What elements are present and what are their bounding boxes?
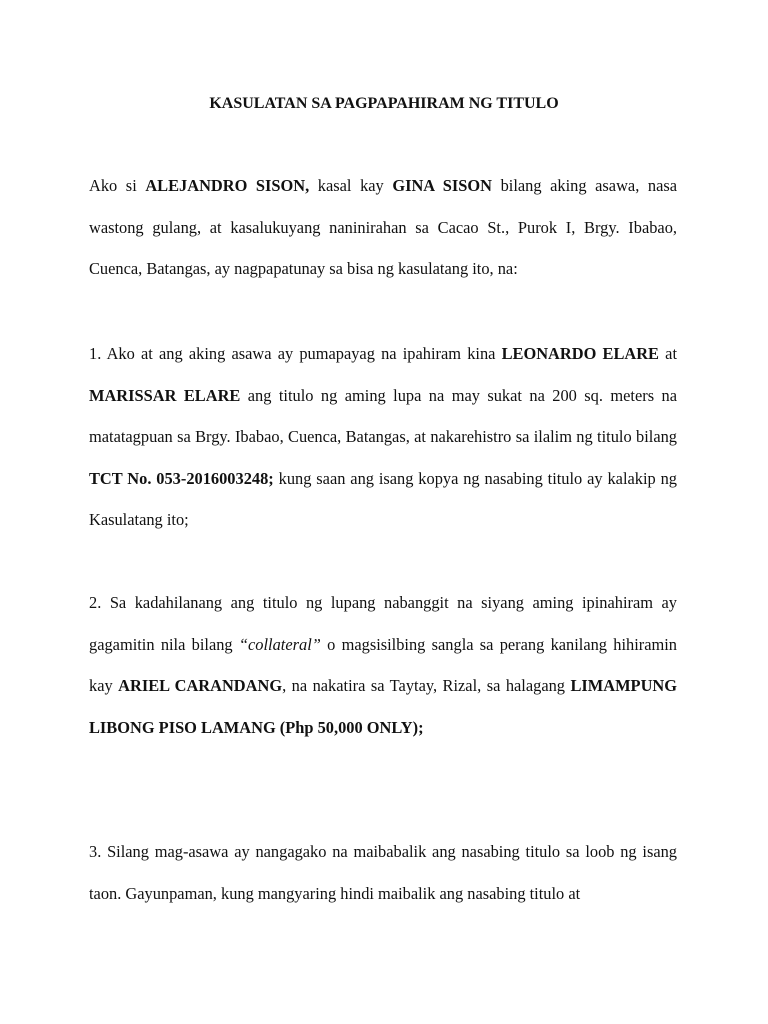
name-marissar-elare: MARISSAR ELARE xyxy=(89,385,241,405)
item1-text-3: ang titulo ng aming lupa na may sukat na 200 sq. meters na matatagpuan sa Brgy. Ibabao, Cuenca, Batangas, at nakarehistro sa ilalim ng titulo bilang xyxy=(89,385,678,446)
paragraph-intro xyxy=(89,165,677,290)
item1-text-4: kung saan ang isang kopya ng nasabing titulo ay kalakip ng Kasulatang ito; xyxy=(89,468,677,529)
collateral-term: “collateral” xyxy=(238,634,321,654)
item2-text-3: , na nakatira sa Taytay, Rizal, sa halagang xyxy=(282,676,571,695)
name-gina-sison: GINA SISON xyxy=(392,176,493,195)
name-alejandro-sison: ALEJANDRO SISON, xyxy=(145,176,310,195)
item1-text-2: at xyxy=(658,344,678,363)
intro-text-2: kasal kay xyxy=(309,176,393,195)
paragraph-item-3 xyxy=(89,831,677,914)
document-title: KASULATAN SA PAGPAPAHIRAM NG TITULO xyxy=(209,95,559,112)
paragraph-item-1 xyxy=(89,333,677,541)
tct-number: TCT No. 053-2016003248; xyxy=(89,468,274,488)
paragraph-item-2 xyxy=(89,582,677,748)
item1-text-1: 1. Ako at ang aking asawa ay pumapayag na ipahiram kina xyxy=(89,344,502,363)
item2-text-1: 2. Sa kadahilanang ang titulo ng lupang nabanggit na siyang aming ipinahiram ay gagamitin nila bilang xyxy=(89,593,677,654)
intro-text-1: Ako si xyxy=(89,176,146,195)
item3-text-1: 3. Silang mag-asawa ay nangagako na maibabalik ang nasabing titulo sa loob ng isang taon. Gayunpaman, kung mangyaring hindi maibalik ang nasabing titulo at xyxy=(89,842,677,903)
loan-amount: LIMAMPUNG LIBONG PISO LAMANG (Php 50,000 ONLY); xyxy=(89,676,677,737)
name-ariel-carandang: ARIEL CARANDANG xyxy=(118,676,283,695)
name-leonardo-elare: LEONARDO ELARE xyxy=(501,344,659,363)
intro-text-3: bilang aking asawa, nasa wastong gulang, at kasalukuyang naninirahan sa Cacao St., Purok I, Brgy. Ibabao, Cuenca, Batangas, ay nagpapatunay sa bisa ng kasulatang ito, na: xyxy=(89,176,678,278)
item2-text-2: o magsisilbing sangla sa perang kanilang hihiramin kay xyxy=(89,634,678,695)
